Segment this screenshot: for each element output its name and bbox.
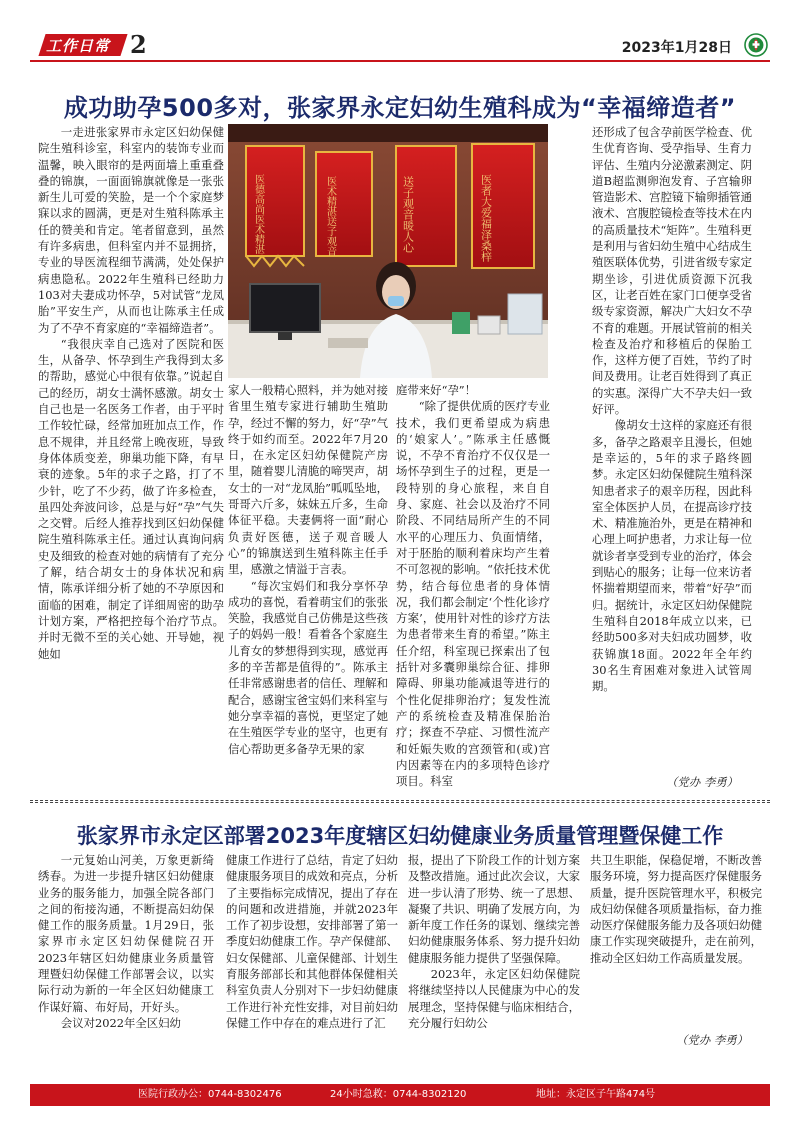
hospital-logo-icon — [744, 33, 768, 57]
banner-text-2: 医术精湛送子观音 — [324, 176, 336, 256]
article1-paragraph: “除了提供优质的医疗专业技术，我们更希望成为病患的‘娘家人’。”陈承主任感慨说，不孕不育治疗不仅仅是一场怀孕到生子的过程，更是一段特别的身心旅程，来自自身、家庭、社会以及治疗不同阶段、不同结局所产生的不同水平的心理压力、负面情绪，对于胚胎的顺利着床均产生着不可忽视的影响。“依托技术优势，结合每位患者的身体情况，我们都会制定‘个性化诊疗方案’，使用针对性的诊疗方法为患者带来生育的希望。”陈主任介绍，科室现已探索出了包括针对多囊卵巢综合征、排卵障碍、卵巢功能减退等进行的个性化促排卵治疗；复发性流产的系统检查及精准保胎治疗；探查不孕症、习惯性流产和妊娠失败的宫颈管和(或)宫内因素等在内的多项特色诊疗项目。科室 — [396, 399, 550, 789]
article1-photo — [228, 124, 548, 378]
banner-left — [246, 146, 304, 266]
banner-text-1: 医德高尚医术精湛 — [252, 174, 264, 254]
banner-text-4: 医者大爱福泽桑梓 — [479, 174, 493, 262]
masthead — [30, 32, 770, 60]
article-divider — [30, 800, 770, 803]
emergency-phone: 24小时急救：0744-8302120 — [330, 1089, 467, 1100]
article1-paragraph: 家人一般精心照料，并为她对接省里生殖专家进行辅助生殖助孕，经过不懈的努力，好“孕”气终于如约而至。2022年7月20日，在永定区妇幼保健院产房里，随着婴儿清脆的啼哭声，胡女士的一对“龙凤胎”呱呱坠地，哥哥六斤多，妹妹五斤多，生命体征平稳。夫妻俩将一面“耐心负责好医德，送子观音暖人心”的锦旗送到生殖科陈主任手里，感激之情溢于言表。 — [228, 383, 388, 577]
article1-column-4 — [592, 124, 752, 772]
article1-title: 成功助孕500多对，张家界永定妇幼生殖科成为“幸福缔造者” — [63, 94, 737, 122]
article2-title: 张家界市永定区部署2023年度辖区妇幼健康业务质量管理暨保健工作 — [76, 824, 724, 848]
page-number: 2 — [130, 30, 147, 59]
article1-paragraph: “每次宝妈们和我分享怀孕成功的喜悦，看着萌宝们的张张笑脸，我感觉自己仿佛是这些孩子的妈妈一般！看着各个家庭生儿育女的梦想得到实现，感觉再多的辛苦都是值得的”。陈承主任非常感谢患者的信任、理解和配合，感谢宝爸宝妈们来科室与她分享幸福的喜悦，更坚定了她在生殖医学专业的坚守，也更有信心帮助更多备孕无果的家 — [228, 578, 388, 756]
section-tag: 工作日常 — [46, 37, 111, 55]
office-phone: 医院行政办公：0744-8302476 — [138, 1089, 282, 1100]
banner-mid-right — [396, 146, 456, 266]
article2-paragraph: 2023年，永定区妇幼保健院将继续坚持以人民健康为中心的发展理念，坚持保健与临床相结合，充分履行妇幼公 — [408, 967, 580, 1030]
article1-column-1 — [38, 124, 224, 796]
issue-date: 2023年1月28日 — [621, 40, 732, 56]
footer-bar — [30, 1084, 770, 1106]
article2-paragraph: 一元复始山河美，万象更新绮绣春。为进一步提升辖区妇幼健康业务的服务能力，加强全院各部门之间的衔接沟通，不断提高妇幼保健工作的服务质量。1月29日，张家界市永定区妇幼保健院召开2023年辖区妇幼健康业务质量管理暨妇幼保健工作部署会议，以实际行动为新的一年全区妇幼健康工作谋好篇、布好局，开好头。 — [38, 853, 214, 1014]
article1-column-2 — [228, 382, 388, 796]
article1-paragraph: 一走进张家界市永定区妇幼保健院生殖科诊室，科室内的装饰专业而温馨，映入眼帘的是两面墙上重重叠叠的锦旗，一面面锦旗就像是一张张新生儿可爱的笑脸，是一个个家庭梦寐以求的圆满，更是对生殖科陈承主任的赞美和肯定。笔者留意到，虽然有许多病患，但科室内并不显拥挤，专业的导医流程细节满满，处处保护病患隐私。2022年生殖科已经助力103对夫妻成功怀孕，5对试管“龙凤胎”平安生产，从而也让陈承主任成为了不孕不育家庭的“幸福缔造者”。 — [38, 125, 224, 335]
article1-paragraph: 庭带来好“孕”！ — [396, 383, 476, 397]
article2-paragraph: 健康工作进行了总结，肯定了妇幼健康服务项目的成效和亮点，分析了主要指标完成情况，提出了存在的问题和改进措施，并就2023年工作了初步设想，安排部署了第一季度妇幼健康工作。孕产保健部、妇女保健部、儿童保健部、计划生育服务部部长和其他群体保健相关科室负责人分别对下一步妇幼健康工作进行补充性安排，对目前妇幼保健工作中存在的难点进行了汇 — [226, 853, 398, 1030]
masthead-rule — [30, 60, 770, 62]
banner-text-3: 送子观音暖人心 — [401, 176, 415, 253]
article2-column-2 — [226, 852, 398, 1076]
doctor-office-photo — [228, 124, 548, 378]
article2-column-3 — [408, 852, 580, 1076]
banner-mid-left — [316, 152, 372, 257]
banner-right — [472, 144, 534, 268]
article1-paragraph: 还形成了包含孕前医学检查、优生优育咨询、受孕指导、生育力评估、生殖内分泌激素测定、阴道B超监测卵泡发育、子宫输卵管造影术、宫腔镜下输卵插管通液术、宫腹腔镜检查等技术在内的高质量技术“矩阵”。生殖科更是利用与省妇幼生殖中心结成生殖医联体优势，引进省级专家定期坐诊，引进优质资源下沉我区，让老百姓在家门口便享受省级专家资源，解决广大妇女不孕不育的难题。开展试管前的相关检查及治疗和移植后的保胎工作，这样方便了百姓，节约了时间及费用。让老百姓得到了真正的实惠。深得广大不孕夫妇一致好评。 — [592, 125, 752, 417]
article1-byline: （党办 李勇） — [666, 775, 738, 789]
article1-paragraph: “我很庆幸自己选对了医院和医生，从备孕、怀孕到生产我得到太多的帮助，感觉心中很有依靠。”说起自己的经历，胡女士满怀感激。胡女士自己也是一名医务工作者，由于平时工作较忙碌，经常加班加点工作，作息不规律，并且经常上晚夜班，导致身体体质变差，卵巢功能下降，有早衰的迹象。5年的求子之路，打了不少针，吃了不少药，做了许多检查，虽四处奔波问诊，总是与好“孕”气失之交臂。后经人推荐找到区妇幼保健院生殖科陈承主任。通过认真询问病史及细致的检查对她的病情有了充分了解，结合胡女士的身体状况和病情，陈承详细分析了她的不孕原因和面临的困难，制定了详细周密的助孕计划方案，严格把控每个治疗节点。并时无微不至的关心她、开导她，视她如 — [38, 336, 224, 661]
article2-paragraph: 共卫生职能，保稳促增，不断改善服务环境，努力提高医疗保健服务质量，提升医院管理水平，积极完成妇幼保健各项质量指标，奋力推动医疗保健服务能力及各项妇幼健康工作实现突破提升，走在前列，推动全区妇幼工作高质量发展。 — [590, 853, 762, 965]
hospital-address: 地址：永定区子午路474号 — [536, 1089, 656, 1100]
article2-column-4 — [590, 852, 762, 1032]
article2-byline: （党办 李勇） — [676, 1033, 748, 1047]
article2-paragraph: 报，提出了下阶段工作的计划方案及整改措施。通过此次会议，大家进一步认清了形势、统一了思想、凝聚了共识、明确了发展方向，为新年度工作任务的谋划、继续完善妇幼健康服务体系、努力提升妇幼健康服务能力提供了坚强保障。 — [408, 853, 580, 965]
article1-paragraph: 像胡女士这样的家庭还有很多，备孕之路艰辛且漫长，但她是幸运的，5年的求子路终圆梦。永定区妇幼保健院生殖科深知患者求子的艰辛历程，因此科室全体医护人员，在提高诊疗技术、精准施治外，更是在精神和心理上呵护患者，力求让每一位就诊者享受到专业的治疗，体会到贴心的服务；让每一位来访者怀揣着期望而来，带着“好孕”而归。据统计，永定区妇幼保健院生殖科自2018年成立以来，已经助500多对夫妇成功圆梦，收获锦旗18面。2022年全年约30名生育困难对象进入试管周期。 — [592, 418, 752, 694]
article2-paragraph: 会议对2022年全区妇幼 — [60, 1015, 181, 1030]
article2-column-1 — [38, 852, 214, 1076]
article1-column-3 — [396, 382, 550, 796]
